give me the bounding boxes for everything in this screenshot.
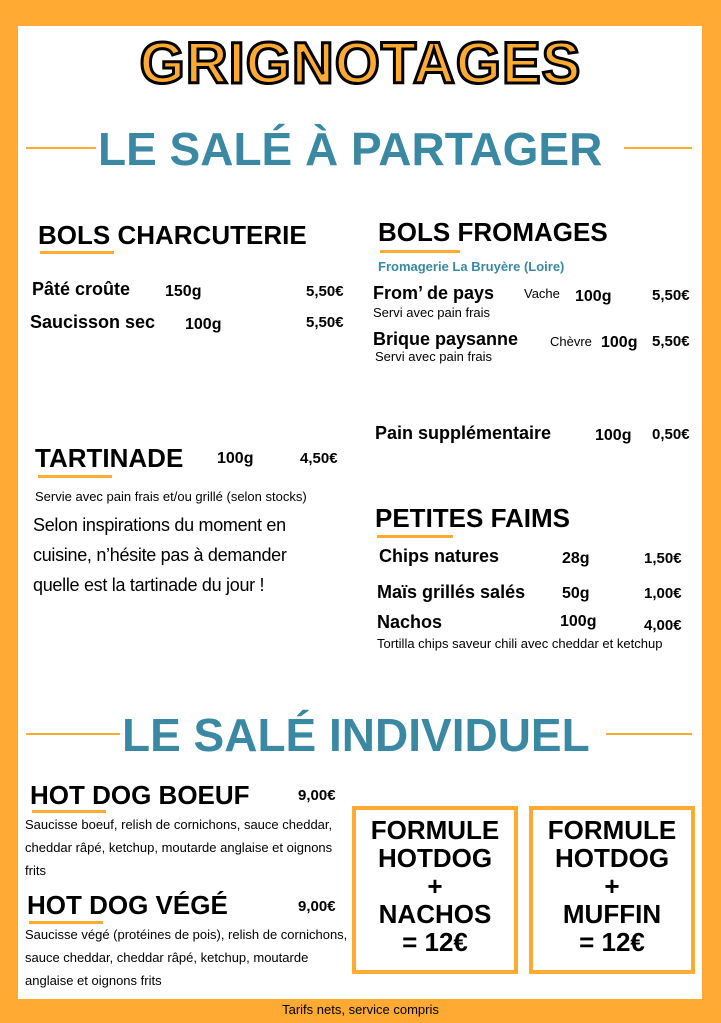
- formule-line: +: [604, 871, 620, 901]
- heading-petites-faims: PETITES FAIMS: [375, 503, 571, 533]
- heading-hotdog-boeuf: HOT DOG BOEUF: [30, 780, 250, 810]
- section-title-partager: LE SALÉ À PARTAGER: [98, 123, 603, 175]
- item-price: 9,00€: [298, 787, 336, 804]
- formule-muffin-box: [529, 806, 695, 974]
- formule-line: = 12€: [402, 927, 468, 957]
- footer-note: Tarifs nets, service compris: [282, 1002, 439, 1017]
- item-price: 5,50€: [652, 333, 690, 350]
- item-variety: Chèvre: [550, 334, 592, 349]
- item-price: 9,00€: [298, 898, 336, 915]
- tartinade-note: Servie avec pain frais et/ou grillé (selon stocks): [35, 489, 307, 504]
- item-weight: 28g: [562, 550, 590, 567]
- item-price: 1,00€: [644, 585, 682, 602]
- item-name: Chips natures: [379, 546, 500, 566]
- heading-underline: [377, 535, 453, 538]
- heading-fromages: BOLS FROMAGES: [378, 217, 608, 247]
- item-weight: 100g: [185, 316, 222, 333]
- item-weight: 150g: [165, 283, 202, 300]
- item-name: Pain supplémentaire: [375, 423, 552, 443]
- formule-nachos-box: [352, 806, 518, 974]
- item-weight: 100g: [601, 334, 638, 351]
- heading-underline: [38, 475, 112, 478]
- formule-line: FORMULE: [547, 815, 677, 845]
- item-name: From’ de pays: [373, 283, 495, 303]
- section-divider-right: [606, 733, 692, 735]
- supplier-label: Fromagerie La Bruyère (Loire): [378, 259, 565, 274]
- section-divider-left: [26, 733, 120, 735]
- item-weight: 50g: [562, 585, 590, 602]
- formule-line: HOTDOG: [377, 843, 493, 873]
- item-price: 0,50€: [652, 426, 690, 443]
- formule-line: = 12€: [579, 927, 645, 957]
- item-note: Servi avec pain frais: [375, 349, 493, 364]
- heading-underline: [40, 251, 114, 254]
- page-title: GRIGNOTAGES: [139, 31, 582, 96]
- item-note: Servi avec pain frais: [373, 305, 491, 320]
- item-name: Brique paysanne: [373, 329, 519, 349]
- heading-underline: [380, 250, 460, 253]
- item-price: 1,50€: [644, 550, 682, 567]
- item-price: 4,50€: [300, 450, 338, 467]
- item-name: Pâté croûte: [32, 279, 131, 299]
- formule-line: +: [427, 871, 443, 901]
- item-price: 5,50€: [652, 287, 690, 304]
- item-weight: 100g: [595, 427, 632, 444]
- hotdog-boeuf-description: Saucisse boeuf, relish de cornichons, sauce cheddar, cheddar râpé, ketchup, moutarde anglaise et oignons frits: [25, 817, 333, 878]
- formule-line: HOTDOG: [554, 843, 670, 873]
- item-name: Nachos: [377, 612, 443, 632]
- hotdog-vege-description: Saucisse végé (protéines de pois), relish de cornichons, sauce cheddar, cheddar râpé, ketchup, moutarde anglaise et oignons frits: [25, 927, 348, 988]
- nachos-note: Tortilla chips saveur chili avec cheddar et ketchup: [377, 636, 663, 651]
- heading-hotdog-vege: HOT DOG VÉGÉ: [27, 890, 228, 920]
- item-name: Maïs grillés salés: [377, 582, 526, 602]
- section-divider-right: [624, 147, 692, 149]
- formule-line: MUFFIN: [562, 899, 662, 929]
- item-weight: 100g: [575, 288, 612, 305]
- item-weight: 100g: [560, 613, 597, 630]
- item-name: Saucisson sec: [30, 312, 156, 332]
- tartinade-description: Selon inspirations du moment en cuisine, n’hésite pas à demander quelle est la tartinade du jour !: [33, 515, 287, 595]
- section-title-individuel: LE SALÉ INDIVIDUEL: [122, 709, 590, 761]
- heading-tartinade: TARTINADE: [35, 443, 184, 473]
- formule-line: NACHOS: [378, 899, 492, 929]
- heading-charcuterie: BOLS CHARCUTERIE: [38, 220, 307, 250]
- item-price: 5,50€: [306, 283, 344, 300]
- section-divider-left: [26, 147, 96, 149]
- item-price: 5,50€: [306, 314, 344, 331]
- item-weight: 100g: [217, 450, 254, 467]
- item-price: 4,00€: [644, 617, 682, 634]
- formule-line: FORMULE: [370, 815, 500, 845]
- item-variety: Vache: [524, 286, 560, 301]
